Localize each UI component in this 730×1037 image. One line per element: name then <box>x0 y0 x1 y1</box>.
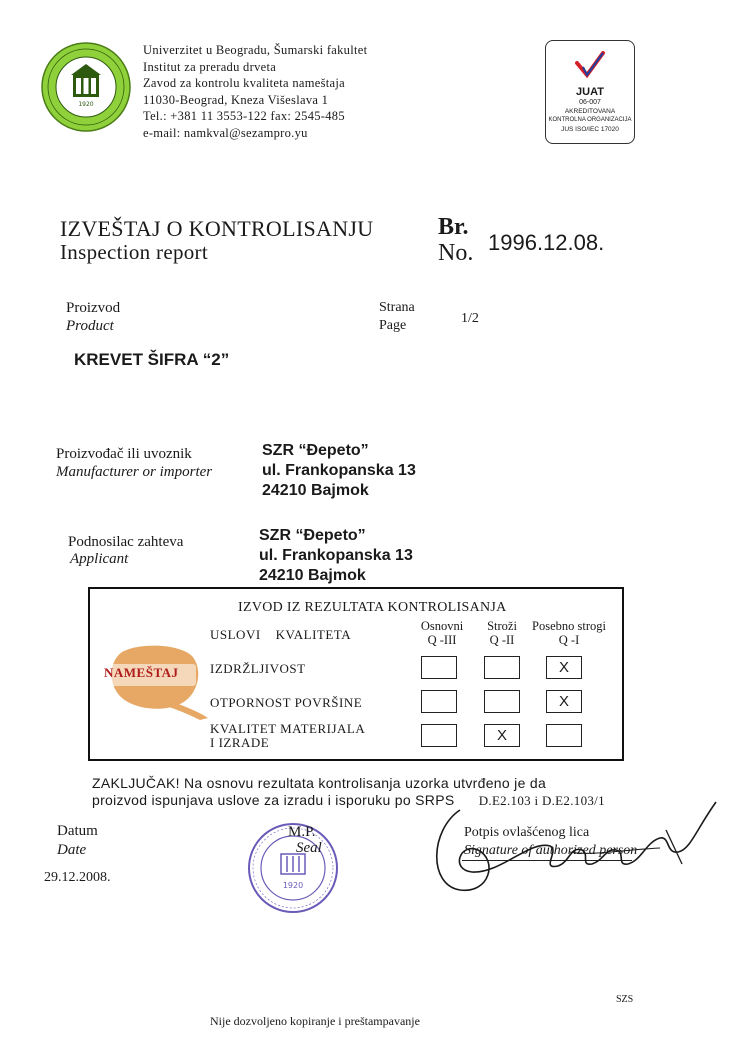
accreditation-line3: JUS ISO/IEC 17020 <box>561 126 619 133</box>
manufacturer-label-en: Manufacturer or importer <box>56 464 213 480</box>
checkbox-surface-q1[interactable]: X <box>546 690 582 713</box>
seal-label-sr: M.P. <box>288 824 316 840</box>
header-line-3: Zavod za kontrolu kvaliteta nameštaja <box>143 76 345 90</box>
report-number-label-en: No. <box>438 240 474 266</box>
row-label-durability: IZDRŽLJIVOST <box>210 661 306 676</box>
date-label-en: Date <box>57 842 87 858</box>
accreditation-line2: KONTROLNA ORGANIZACIJA <box>548 117 632 123</box>
header-line-5: Tel.: +381 11 3553-122 fax: 2545-485 <box>143 109 345 123</box>
checkbox-material-q1[interactable] <box>546 724 582 747</box>
signature-label-en: Signature of authorized person <box>464 843 638 858</box>
checkbox-surface-q2[interactable] <box>484 690 520 713</box>
manufacturer-details <box>262 441 416 501</box>
institution-header <box>143 42 367 141</box>
date-value: 29.12.2008. <box>44 870 111 885</box>
product-name: KREVET ŠIFRA “2” <box>74 350 230 369</box>
page-label-sr: Strana <box>379 300 415 315</box>
conclusion-standards: D.E2.103 i D.E2.103/1 <box>478 793 605 808</box>
column-strict-name: Stroži <box>487 619 517 633</box>
checkbox-durability-q1[interactable]: X <box>546 656 582 679</box>
column-basic-code: Q -III <box>427 633 457 647</box>
seal-year: 1920 <box>282 881 304 890</box>
conclusion-line-1: ZAKLJUČAK! Na osnovu rezultata kontrolisanja uzorka utvrđeno je da <box>92 775 547 791</box>
column-header-basic <box>412 619 472 647</box>
university-logo <box>41 42 131 132</box>
conclusion-line-2: proizvod ispunjava uslove za izradu i isporuku po SRPS <box>92 792 455 808</box>
signature-label-sr: Potpis ovlašćenog lica <box>464 825 590 840</box>
row-label-surface-resistance: OTPORNOST POVRŠINE <box>210 695 363 710</box>
report-title-sr: IZVEŠTAJ O KONTROLISANJU <box>60 216 374 241</box>
report-number: 1996.12.08. <box>488 230 605 255</box>
applicant-label-en: Applicant <box>70 551 129 567</box>
product-label-sr: Proizvod <box>66 300 121 316</box>
accreditation-name: JUAT <box>576 86 604 98</box>
report-number-label-sr: Br. <box>438 214 469 240</box>
column-strict-code: Q -II <box>489 633 515 647</box>
column-basic-name: Osnovni <box>420 619 464 633</box>
header-line-4: 11030-Beograd, Kneza Višeslava 1 <box>143 92 329 107</box>
checkbox-durability-q2[interactable] <box>484 656 520 679</box>
row-label-material-quality: KVALITET MATERIJALA I IZRADE <box>210 721 366 750</box>
header-line-6: e-mail: namkval@sezampro.yu <box>143 125 308 140</box>
date-label-sr: Datum <box>57 823 98 839</box>
report-title-en: Inspection report <box>60 240 208 264</box>
manufacturer-name: SZR “Đepeto” <box>262 442 369 459</box>
checkbox-material-q3[interactable] <box>421 724 457 747</box>
accreditation-line1: AKREDITOVANA <box>564 108 616 115</box>
applicant-details <box>259 526 413 586</box>
checkbox-durability-q3[interactable] <box>421 656 457 679</box>
accreditation-badge <box>545 40 635 144</box>
report-number-label <box>438 214 473 266</box>
applicant-label-sr: Podnosilac zahteva <box>68 534 184 550</box>
column-special-name: Posebno strogi <box>532 619 606 633</box>
conditions-label: USLOVI KVALITETA <box>210 627 352 642</box>
applicant-street: ul. Frankopanska 13 <box>259 547 413 564</box>
seal-label-en: Seal <box>296 840 322 856</box>
accreditation-number: 06-007 <box>579 99 601 106</box>
manufacturer-street: ul. Frankopanska 13 <box>262 462 416 479</box>
furniture-badge-text: NAMEŠTAJ <box>104 665 179 680</box>
applicant-name: SZR “Đepeto” <box>259 527 366 544</box>
column-header-special <box>522 619 616 647</box>
product-label-en: Product <box>66 318 114 334</box>
manufacturer-label-sr: Proizvođač ili uvoznik <box>56 446 192 462</box>
handwritten-signature <box>420 790 730 905</box>
applicant-city: 24210 Bajmok <box>259 567 366 584</box>
document-initials: SZS <box>616 994 634 1005</box>
column-special-code: Q -I <box>558 633 580 647</box>
manufacturer-city: 24210 Bajmok <box>262 482 369 499</box>
checkbox-surface-q3[interactable] <box>421 690 457 713</box>
page-label-en: Page <box>379 318 407 333</box>
header-line-2: Institut za preradu drveta <box>143 59 277 74</box>
page-number: 1/2 <box>461 311 479 326</box>
checkbox-material-q2[interactable]: X <box>484 724 520 747</box>
logo-year: 1920 <box>78 101 94 108</box>
furniture-quality-logo <box>100 640 210 720</box>
footer-note: Nije dozvoljeno kopiranje i preštampavanje <box>210 1014 420 1028</box>
header-line-1: Univerzitet u Beogradu, Šumarski fakultet <box>143 43 368 57</box>
checkmark-icon <box>573 49 607 81</box>
results-title: IZVOD IZ REZULTATA KONTROLISANJA <box>238 600 507 615</box>
